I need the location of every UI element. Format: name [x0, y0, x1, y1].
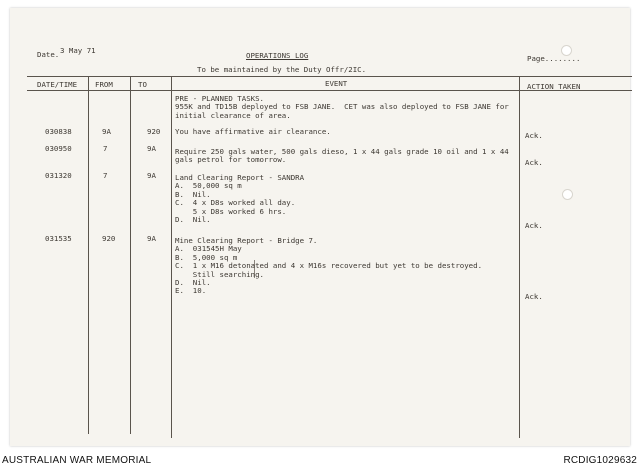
- entry-event: PRE - PLANNED TASKS. 955K and TD15B deployed to FSB JANE. CET was also deployed to FSB JANE for initial clearance of area.: [175, 94, 509, 120]
- col-header-to: TO: [138, 80, 147, 89]
- page-label: Page........: [527, 54, 581, 63]
- date-label: Date.: [37, 50, 60, 59]
- col-header-datetime: DATE/TIME: [37, 80, 78, 89]
- entry-datetime: 031320: [45, 171, 72, 180]
- entry-from: 9A: [102, 127, 111, 136]
- entry-to: 9A: [147, 144, 156, 153]
- column-divider: [171, 76, 172, 438]
- footer-credit: AUSTRALIAN WAR MEMORIAL: [2, 455, 152, 466]
- entry-from: 920: [102, 234, 116, 243]
- col-header-event: EVENT: [325, 79, 348, 88]
- entry-datetime: 030838: [45, 127, 72, 136]
- column-divider: [519, 76, 520, 438]
- log-title: OPERATIONS LOG: [246, 51, 309, 60]
- punch-hole: [562, 189, 573, 200]
- entry-to: 920: [147, 127, 161, 136]
- entry-action: Ack.: [525, 131, 543, 140]
- entry-datetime: 031535: [45, 234, 72, 243]
- entry-from: 7: [103, 144, 108, 153]
- footer-reference: RCDIG1029632: [563, 455, 637, 466]
- entry-from: 7: [103, 171, 108, 180]
- column-divider: [130, 76, 131, 434]
- entry-action: Ack.: [525, 158, 543, 167]
- entry-action: Ack.: [525, 221, 543, 230]
- entry-event: Land Clearing Report - SANDRA A. 50,000 sq m B. Nil. C. 4 x D8s worked all day. 5 x D8s worked 6 hrs. D. Nil.: [175, 173, 305, 225]
- column-divider: [88, 76, 89, 434]
- entry-to: 9A: [147, 171, 156, 180]
- entry-to: 9A: [147, 234, 156, 243]
- entry-event: You have affirmative air clearance.: [175, 127, 331, 136]
- log-subtitle: To be maintained by the Duty Offr/2IC.: [197, 65, 367, 74]
- table-top-rule: [27, 76, 632, 77]
- date-value: 3 May 71: [60, 46, 96, 55]
- col-header-from: FROM: [95, 80, 113, 89]
- entry-action: Ack.: [525, 292, 543, 301]
- entry-event: Mine Clearing Report - Bridge 7. A. 031545H May B. 5,000 sq m C. 1 x M16 detonated and 4 x M16s recovered but yet to be destroyed. Still searching. D. Nil. E. 10.: [175, 236, 483, 296]
- entry-datetime: 030950: [45, 144, 72, 153]
- col-header-action: ACTION TAKEN: [527, 82, 581, 91]
- entry-event: Require 250 gals water, 500 gals dieso, 1 x 44 gals grade 10 oil and 1 x 44 gals petrol for tomorrow.: [175, 147, 509, 165]
